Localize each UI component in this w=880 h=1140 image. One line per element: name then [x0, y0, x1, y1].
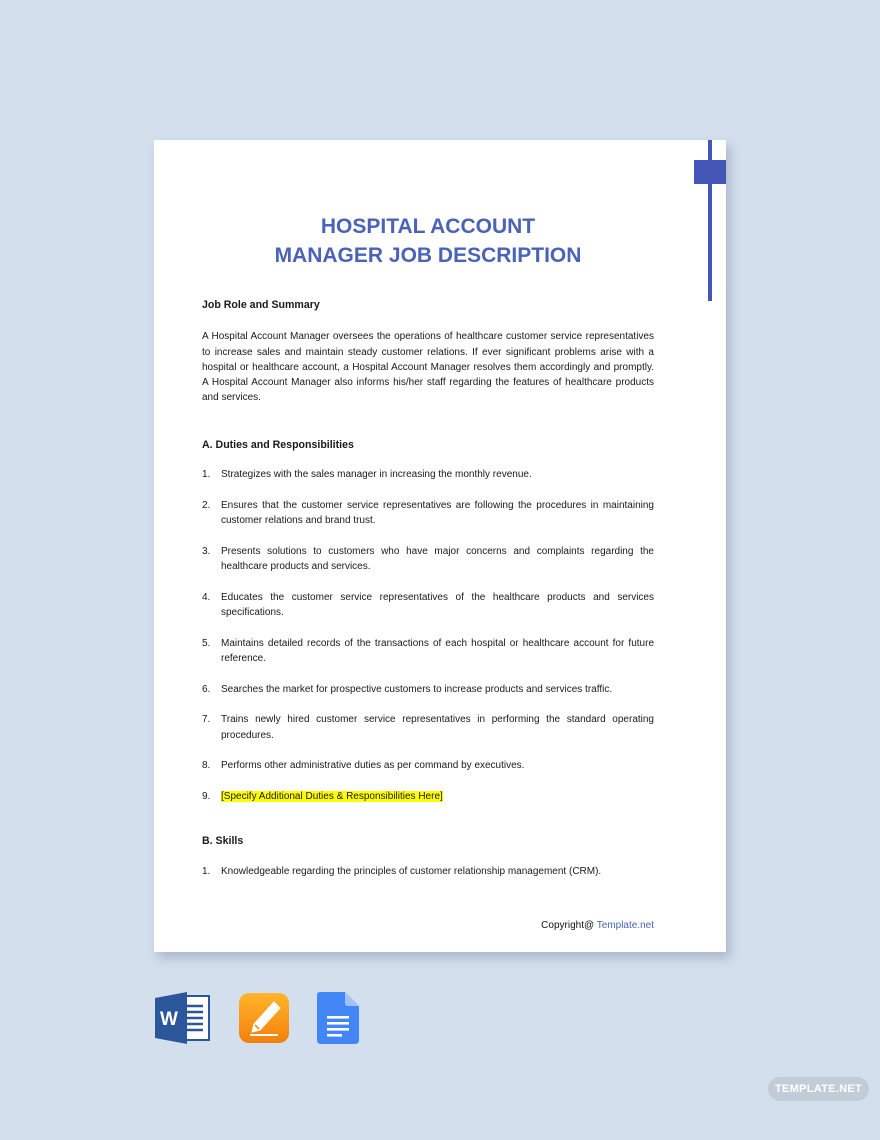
duty-item [202, 712, 654, 743]
list-number: 4. [202, 591, 211, 603]
document-title [154, 212, 702, 270]
duty-text: Educates the customer service representatives of the healthcare products and services specifications. [221, 591, 654, 619]
title-line-2: MANAGER JOB DESCRIPTION [274, 244, 582, 267]
list-number: 1. [202, 469, 211, 481]
placeholder-highlight: [Specify Additional Duties & Responsibilities Here] [221, 791, 443, 803]
document-page [154, 140, 726, 952]
duties-heading: A. Duties and Responsibilities [202, 438, 354, 451]
list-number: 8. [202, 760, 211, 772]
list-number: 6. [202, 683, 211, 695]
duty-text: Maintains detailed records of the transactions of each hospital or healthcare account for future reference. [221, 637, 654, 665]
template-net-badge[interactable]: TEMPLATE.NET [768, 1077, 869, 1101]
duty-item [202, 789, 654, 804]
title-line-1: HOSPITAL ACCOUNT [320, 215, 536, 238]
duty-item [202, 758, 654, 773]
duty-item [202, 544, 654, 575]
duty-item [202, 590, 654, 621]
word-app-icon[interactable] [155, 992, 211, 1044]
copyright-prefix: Copyright@ [541, 920, 595, 931]
copyright-notice [541, 920, 654, 931]
list-number: 3. [202, 545, 211, 557]
duties-list [202, 467, 654, 804]
decorative-square [694, 160, 726, 184]
skills-heading: B. Skills [202, 835, 244, 848]
duty-text: Strategizes with the sales manager in increasing the monthly revenue. [221, 469, 532, 481]
copyright-link[interactable]: Template.net [596, 920, 654, 931]
duty-text: Presents solutions to customers who have major concerns and complaints regarding the healthcare products and services. [221, 545, 654, 573]
summary-paragraph: A Hospital Account Manager oversees the operations of healthcare customer service representatives to increase sales and maintain steady customer relations. If ever significant problems arise with a hospital or healthcare account, a Hospital Account Manager resolves them accordingly and promptly. A Hospital Account Manager also informs his/her staff regarding the features of healthcare products and services. [202, 331, 654, 404]
list-number: 2. [202, 499, 211, 511]
list-number: 7. [202, 714, 211, 726]
duty-text: Performs other administrative duties as per command by executives. [221, 760, 525, 772]
duty-item [202, 467, 654, 482]
pages-app-icon[interactable] [238, 992, 290, 1044]
duty-text: Searches the market for prospective customers to increase products and services traffic. [221, 683, 613, 695]
duty-item [202, 498, 654, 529]
skill-text: Knowledgeable regarding the principles of customer relationship management (CRM). [221, 865, 602, 877]
word-letter: W [160, 1009, 178, 1030]
duty-item [202, 682, 654, 697]
skill-item [202, 864, 654, 879]
google-docs-icon[interactable] [317, 992, 359, 1044]
duty-text: Ensures that the customer service representatives are following the procedures in maintaining customer relations and brand trust. [221, 499, 654, 527]
summary-heading: Job Role and Summary [202, 299, 320, 311]
list-number: 5. [202, 637, 211, 649]
list-number: 1. [202, 865, 211, 877]
duty-item [202, 636, 654, 667]
duty-text: Trains newly hired customer service representatives in performing the standard operating procedures. [221, 714, 654, 741]
list-number: 9. [202, 791, 211, 803]
document-body [202, 298, 654, 894]
skills-list [202, 864, 654, 879]
